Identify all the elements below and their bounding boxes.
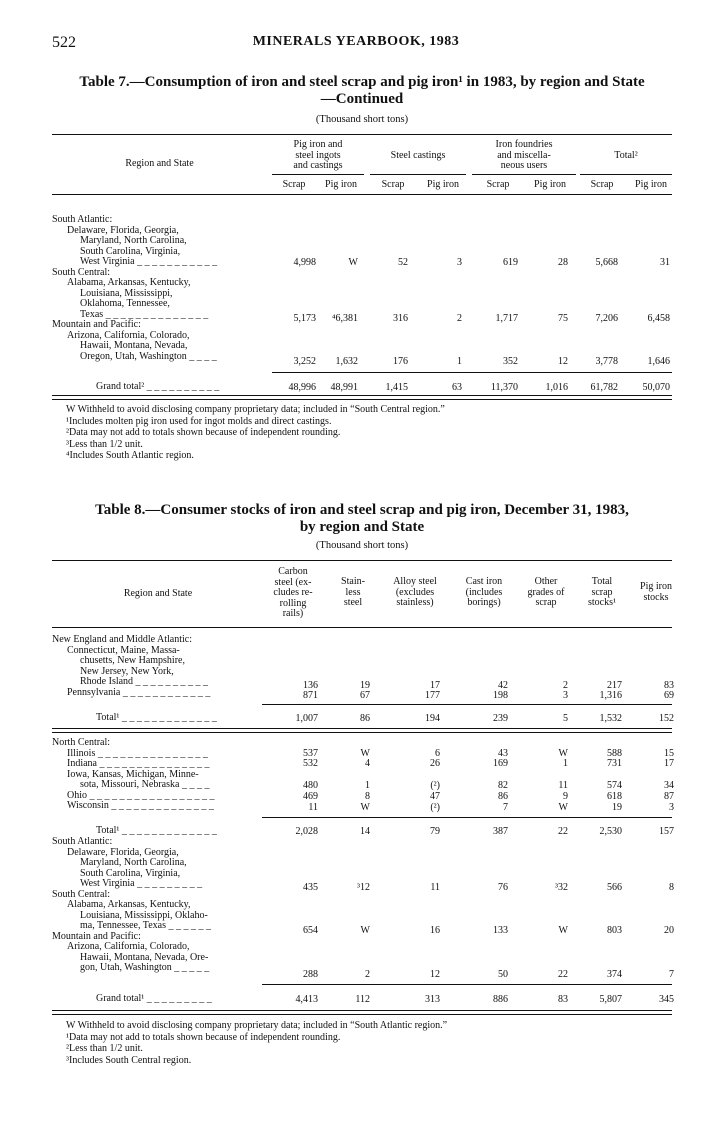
t8-col-pig-iron-stocks: Pig iron stocks — [640, 581, 672, 603]
table8-title-line2: by region and State — [299, 519, 425, 535]
table8-stub-header: Region and State — [123, 588, 193, 599]
t8-total-label-nc: Total¹ _ _ _ _ _ _ _ _ _ _ _ _ _ — [96, 825, 217, 836]
t8-col-alloy-steel: Alloy steel (excludes stainless) — [393, 576, 437, 608]
t8-total-label-ne: Total¹ _ _ _ _ _ _ _ _ _ _ _ _ _ — [96, 712, 217, 723]
table7-footnotes: W Withheld to avoid disclosing company proprietary data; included in “South Central region.” ¹Includes molten pig iron used for ingot molds and direct castings. ²Data may not add to totals shown because of independent rounding. ³Less than 1/2 unit. ⁴Includes South Atlantic region. — [66, 404, 445, 461]
t8-col-total-scrap: Total scrap stocks¹ — [588, 576, 616, 608]
t7-region-south-central: South Central: — [52, 266, 111, 278]
table7-title-line2: —Continued — [320, 91, 404, 107]
table7-group-total: Total² — [614, 150, 638, 161]
table7-group-pig-iron-steel-ingots: Pig iron and steel ingots and castings — [293, 139, 343, 171]
t7-sub-pig-2: Pig iron — [427, 179, 459, 190]
t7-sub-pig-3: Pig iron — [534, 179, 566, 190]
t7-sub-scrap-3: Scrap — [486, 179, 510, 190]
table7-top-rule — [52, 134, 672, 135]
t8-col-other-grades: Other grades of scrap — [527, 576, 565, 608]
table8-units: (Thousand short tons) — [315, 540, 409, 551]
table7-stub: South Atlantic: Delaware, Florida, Georgia, Maryland, North Carolina, South Carolina, Virginia, West Virginia _ _ _ _ _ _ _ _ _ _ _ South Central: Alabama, Arkansas, Kentucky, Louisiana, Mississippi, Oklahoma, Tennessee, Texas _ _ _ _ _ _ _ _ _ _ _ _ _ _ Mountain and Pacific: Arizona, California, Colorado, Hawaii, Montana, Nevada, Oregon, Utah, Washington _ _ _ _ — [52, 215, 257, 362]
table8-footnotes: W Withheld to avoid disclosing company proprietary data; included in “South Atlantic region.” ¹Data may not add to totals shown because of independent rounding. ²Less than 1/2 unit. ³Includes South Central region. — [66, 1020, 448, 1066]
t8-stub-south-atlantic: South Atlantic: Delaware, Florida, Georgia, Maryland, North Carolina, South Carolina, Virginia, West Virginia _ _ _ _ _ _ _ _ _ South Central: Alabama, Arkansas, Kentucky, Louisiana, Mississippi, Oklaho- ma, Tennessee, Texas _ _ _ _ _ _ Mountain and Pacific: Arizona, California, Colorado, Hawaii, Montana, Nevada, Ore- gon, Utah, Washington _ _ _ _ _ — [52, 836, 211, 973]
t7-grand-total-label: Grand total² _ _ _ _ _ _ _ _ _ _ — [96, 381, 220, 392]
table8-top-rule — [52, 560, 672, 561]
running-head: MINERALS YEARBOOK, 1983 — [252, 34, 460, 49]
t7-sub-pig-1: Pig iron — [325, 179, 357, 190]
table8-title-line1: Table 8.—Consumer stocks of iron and steel scrap and pig iron, December 31, 1983, — [95, 502, 629, 518]
table7-bottom-rule — [52, 395, 672, 400]
t7-region-south-atlantic: South Atlantic: — [52, 214, 113, 225]
t8-stub-new-england: New England and Middle Atlantic: Connecticut, Maine, Massa- chusetts, New Hampshire, New Jersey, New York, Rhode Island _ _ _ _ _ _ _ _ _ _ Pennsylvania _ _ _ _ _ _ _ _ _ _ _ _ — [52, 634, 211, 698]
table8-bottom-rule — [52, 1010, 672, 1015]
page-number: 522 — [52, 34, 76, 51]
table7-title-line1: Table 7.—Consumption of iron and steel scrap and pig iron¹ in 1983, by region and State — [79, 74, 645, 90]
t8-stub-north-central: North Central: Illinois _ _ _ _ _ _ _ _ _ _ _ _ _ _ _ Indiana _ _ _ _ _ _ _ _ _ _ _ _ _ _ _ Iowa, Kansas, Michigan, Minne- sota, Missouri, Nebraska _ _ _ _ Ohio _ _ _ _ _ _ _ _ _ _ _ _ _ _ _ _ _ Wisconsin _ _ _ _ _ _ _ _ _ _ _ _ _ _ — [52, 737, 215, 811]
t7-sub-pig-4: Pig iron — [635, 179, 667, 190]
t7-sub-scrap-1: Scrap — [282, 179, 306, 190]
t7-sub-scrap-2: Scrap — [381, 179, 405, 190]
table7-stub-header: Region and State — [125, 158, 194, 169]
page-header — [52, 34, 660, 54]
t8-col-stainless: Stain- less steel — [341, 576, 365, 608]
t7-sub-scrap-4: Scrap — [590, 179, 614, 190]
t8-col-cast-iron: Cast iron (includes borings) — [465, 576, 503, 608]
t7-region-mountain-pacific: Mountain and Pacific: — [52, 319, 141, 330]
table7-units: (Thousand short tons) — [315, 114, 409, 125]
t8-col-carbon-steel: Carbon steel (ex- cludes re- rolling rails) — [273, 566, 313, 619]
table7-header-rule — [52, 194, 672, 195]
table7-group-steel-castings: Steel castings — [390, 150, 446, 161]
t8-grand-total-label: Grand total¹ _ _ _ _ _ _ _ _ _ — [96, 993, 212, 1004]
table7-group-iron-foundries: Iron foundries and miscella- neous users — [495, 139, 553, 171]
table8-header-rule — [52, 627, 672, 628]
